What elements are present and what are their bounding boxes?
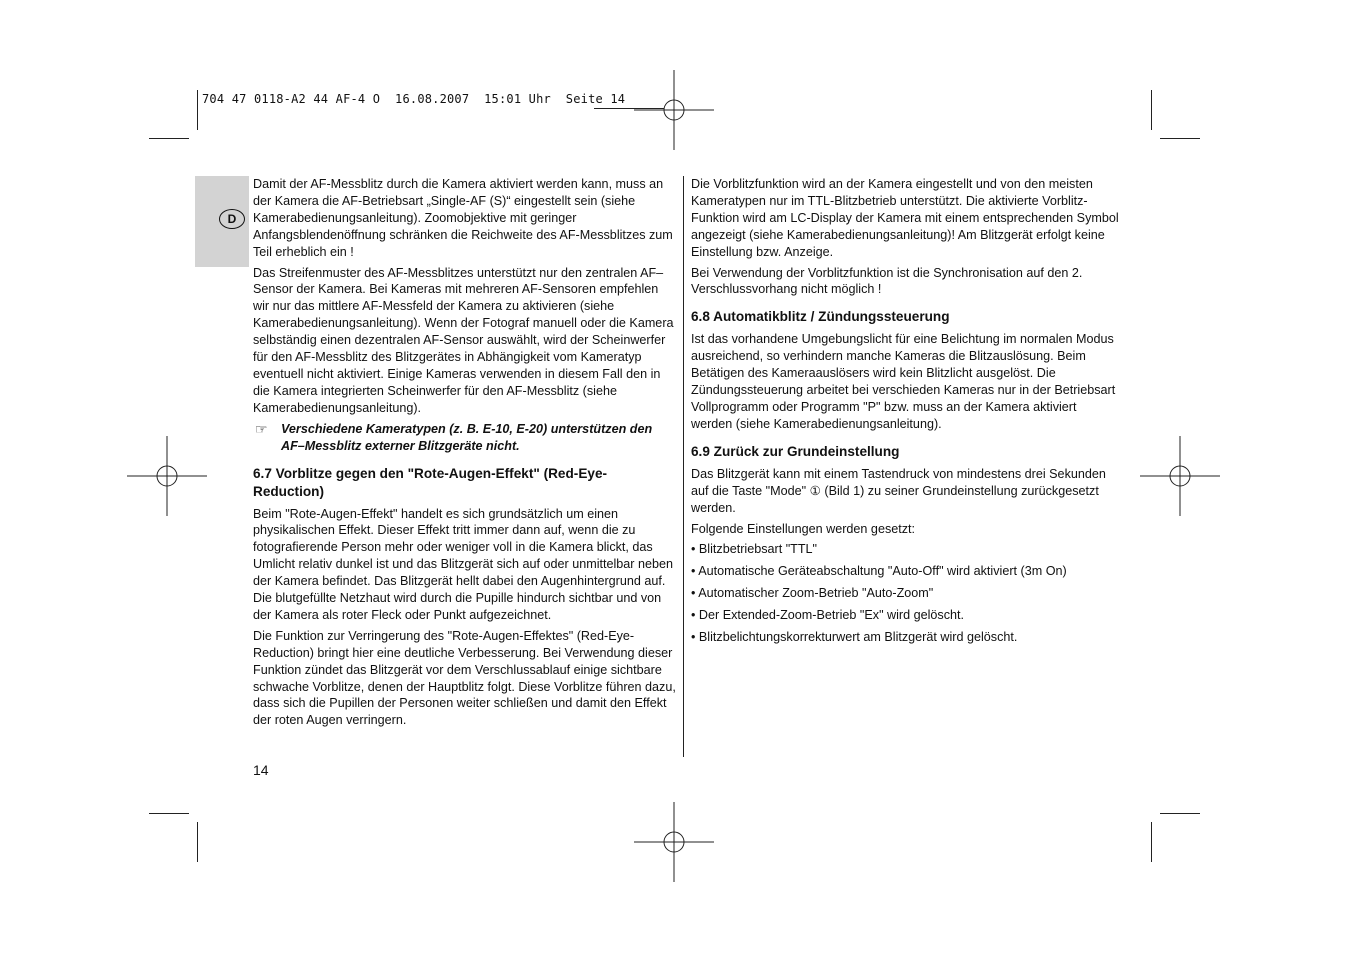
settings-list (691, 541, 1119, 646)
list-item: • Automatische Geräteabschaltung "Auto-Off" wird aktiviert (3m On) (691, 564, 1067, 579)
list-item: • Der Extended-Zoom-Betrieb "Ex" wird gelöscht. (691, 608, 965, 623)
crop-mark-top-left-h (149, 138, 189, 139)
list-item: • Blitzbetriebsart "TTL" (691, 542, 818, 557)
crop-mark-top-right-v (1151, 90, 1152, 130)
paragraph: Bei Verwendung der Vorblitzfunktion ist die Synchronisation auf den 2. Verschlussvorhang nicht möglich ! (691, 265, 1083, 297)
left-column (253, 176, 677, 733)
right-column (691, 176, 1119, 651)
paragraph: Das Streifenmuster des AF-Messblitzes unterstützt nur den zentralen AF–Sensor der Kamera. Bei Kameras mit mehreren AF-Sensoren empfehlen wir nur das mittlere AF-Messfeld der Kamera zu aktivieren (siehe Kamerabedienungsanleitung). Wenn der Fotograf manuell oder die Kamera selbständig einen dezentralen AF-Sensor auswählt, wird der Scheinwerfer für den AF-Messblitz des Blitzgerätes in Abhängigkeit vom Kameratyp eventuell nicht aktiviert. Einige Kameras verwenden in diesem Fall den in die Kamera integrierten Scheinwerfer für den AF-Messblitz (siehe Kamerabedienungsanleitung). (253, 265, 674, 415)
slug-underline (594, 108, 664, 109)
crop-mark-bottom-right-h (1160, 813, 1200, 814)
paragraph: Die Vorblitzfunktion wird an der Kamera eingestellt und von den meisten Kameratypen nur im TTL-Blitzbetrieb unterstützt. Die aktivierte Vorblitz-Funktion wird am LC-Display der Kamera mit einem entsprechenden Symbol angezeigt (siehe Kamerabedienungsanleitung)! Am Blitzgerät erfolgt keine Einstellung bzw. Anzeige. (691, 177, 1119, 259)
crop-mark-top-right-h (1160, 138, 1200, 139)
registration-mark-top-icon (634, 70, 714, 150)
column-divider (683, 176, 684, 757)
registration-mark-right-icon (1140, 436, 1220, 516)
page-number: 14 (253, 762, 269, 778)
paragraph: Damit der AF-Messblitz durch die Kamera aktiviert werden kann, muss an der Kamera die AF-Betriebsart „Single-AF (S)“ eingestellt sein (siehe Kamerabedienungsanleitung). Zoomobjektive mit geringer Anfangsblendenöffnung schränken die Reichweite des AF-Messblitzes zum Teil erheblich ein ! (253, 177, 673, 259)
crop-mark-bottom-left-v (197, 822, 198, 862)
crop-mark-top-left-v (197, 90, 198, 130)
section-heading-6-9: 6.9 Zurück zur Grundeinstellung (691, 443, 900, 459)
language-badge: D (219, 209, 245, 229)
registration-mark-bottom-icon (634, 802, 714, 882)
note (253, 421, 677, 455)
paragraph: Das Blitzgerät kann mit einem Tastendruck von mindestens drei Sekunden auf die Taste "Mode" ① (Bild 1) zu seiner Grundeinstellung zurückgesetzt werden. (691, 466, 1106, 515)
pointing-hand-icon: ☞ (255, 420, 268, 437)
crop-mark-bottom-right-v (1151, 822, 1152, 862)
paragraph: Folgende Einstellungen werden gesetzt: (691, 521, 916, 536)
paragraph: Die Funktion zur Verringerung des "Rote-Augen-Effektes" (Red-Eye-Reduction) bringt hier eine deutliche Verbesserung. Bei Verwendung dieser Funktion zündet das Blitzgerät vor dem Verschlussablauf einige sichtbare schwache Vorblitze, denen der Hauptblitz folgt. Diese Vorblitze führen dazu, dass sich die Pupillen der Personen weiter schließen und damit den Effekt der roten Augen verringern. (253, 628, 676, 728)
paragraph: Beim "Rote-Augen-Effekt" handelt es sich grundsätzlich um einen physikalischen Effekt. Dieser Effekt tritt immer dann auf, wenn die zu fotografierende Person mehr oder weniger voll in die Kamera blickt, das Umlicht relativ dunkel ist und das Blitzgerät sich auf oder unmittelbar neben der Kamera befindet. Das Blitzgerät hellt dabei den Augenhintergrund auf. Die blutgefüllte Netzhaut wird durch die Pupille hindurch sichtbar und von der Kamera als roter Fleck oder Punkt aufgezeichnet. (253, 506, 674, 622)
registration-mark-left-icon (127, 436, 207, 516)
list-item: • Automatischer Zoom-Betrieb "Auto-Zoom" (691, 586, 934, 601)
section-heading-6-8: 6.8 Automatikblitz / Zündungssteuerung (691, 309, 950, 325)
note-text: Verschiedene Kameratypen (z. B. E-10, E-20) unterstützen den AF–Messblitz externer Blitzgeräte nicht. (281, 421, 653, 453)
paragraph: Ist das vorhandene Umgebungslicht für eine Belichtung im normalen Modus ausreichend, so verhindern manche Kameras die Blitzauslösung. Beim Betätigen des Kameraauslösers wird kein Blitzlicht ausgelöst. Die Zündungssteuerung arbeitet bei verschieden Kameras nur in der Betriebsart Vollprogramm oder Programm "P" bzw. muss an der Kamera aktiviert werden (siehe Kamerabedienungsanleitung). (691, 332, 1116, 431)
print-slug: 704 47 0118-A2 44 AF-4 O 16.08.2007 15:01 Uhr Seite 14 (202, 92, 626, 106)
section-heading-6-7: 6.7 Vorblitze gegen den "Rote-Augen-Effekt" (Red-Eye-Reduction) (253, 465, 608, 499)
list-item: • Blitzbelichtungskorrekturwert am Blitzgerät wird gelöscht. (691, 630, 1018, 645)
crop-mark-bottom-left-h (149, 813, 189, 814)
